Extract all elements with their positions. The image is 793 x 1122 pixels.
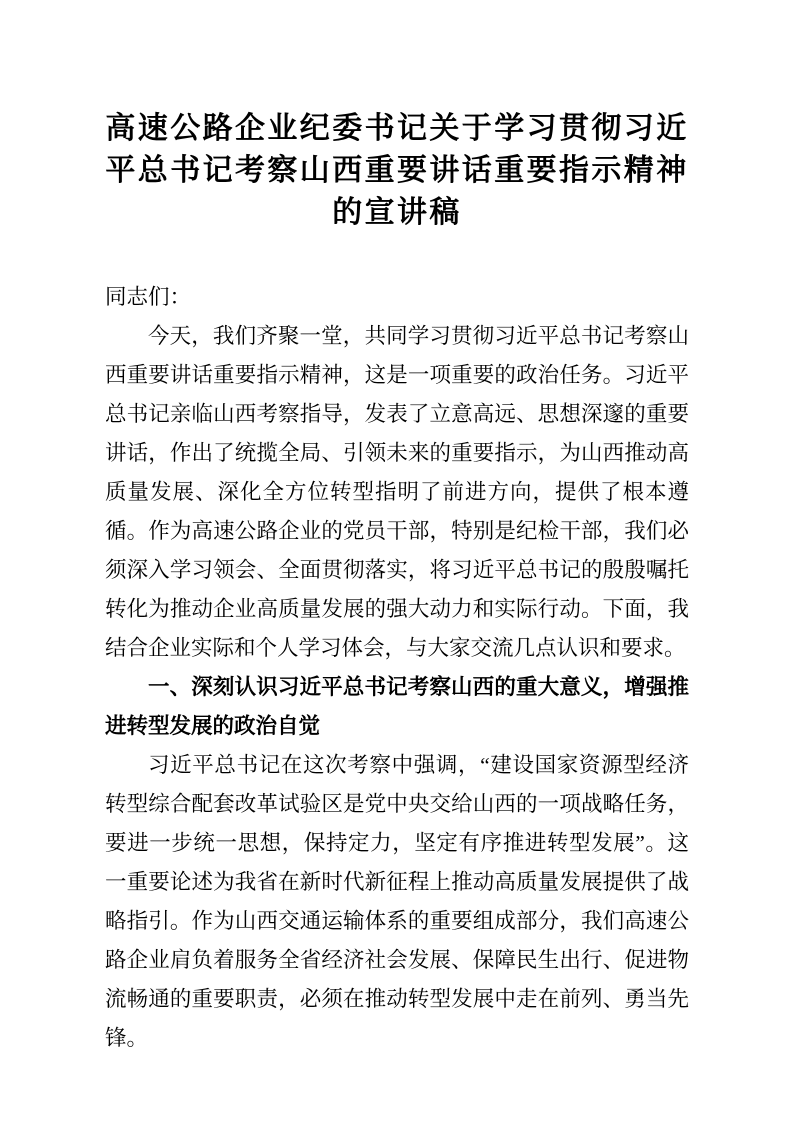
paragraph-intro: 今天，我们齐聚一堂，共同学习贯彻习近平总书记考察山西重要讲话重要指示精神，这是一项重要的政治任务。习近平总书记亲临山西考察指导，发表了立意高远、思想深邃的重要讲话，作出了统揽全局、引领未来的重要指示，为山西推动高质量发展、深化全方位转型指明了前进方向，提供了根本遵循。作为高速公路企业的党员干部，特别是纪检干部，我们必须深入学习领会、全面贯彻落实，将习近平总书记的殷殷嘱托转化为推动企业高质量发展的强大动力和实际行动。下面，我结合企业实际和个人学习体会，与大家交流几点认识和要求。 — [105, 324, 689, 660]
paragraph-section-1: 习近平总书记在这次考察中强调，“建设国家资源型经济转型综合配套改革试验区是党中央交给山西的一项战略任务，要进一步统一思想，保持定力，坚定有序推进转型发展”。这一重要论述为我省在新时代新征程上推动高质量发展提供了战略指引。作为山西交通运输体系的重要组成部分，我们高速公路企业肩负着服务全省经济社会发展、保障民生出行、促进物流畅通的重要职责，必须在推动转型发展中走在前列、勇当先锋。 — [105, 753, 689, 1050]
salutation: 同志们： — [105, 285, 192, 309]
section-heading-1: 一、深刻认识习近平总书记考察山西的重大意义，增强推进转型发展的政治自觉 — [105, 675, 689, 738]
document-title: 高速公路企业纪委书记关于学习贯彻习近平总书记考察山西重要讲话重要指示精神的宣讲稿 — [105, 112, 689, 229]
